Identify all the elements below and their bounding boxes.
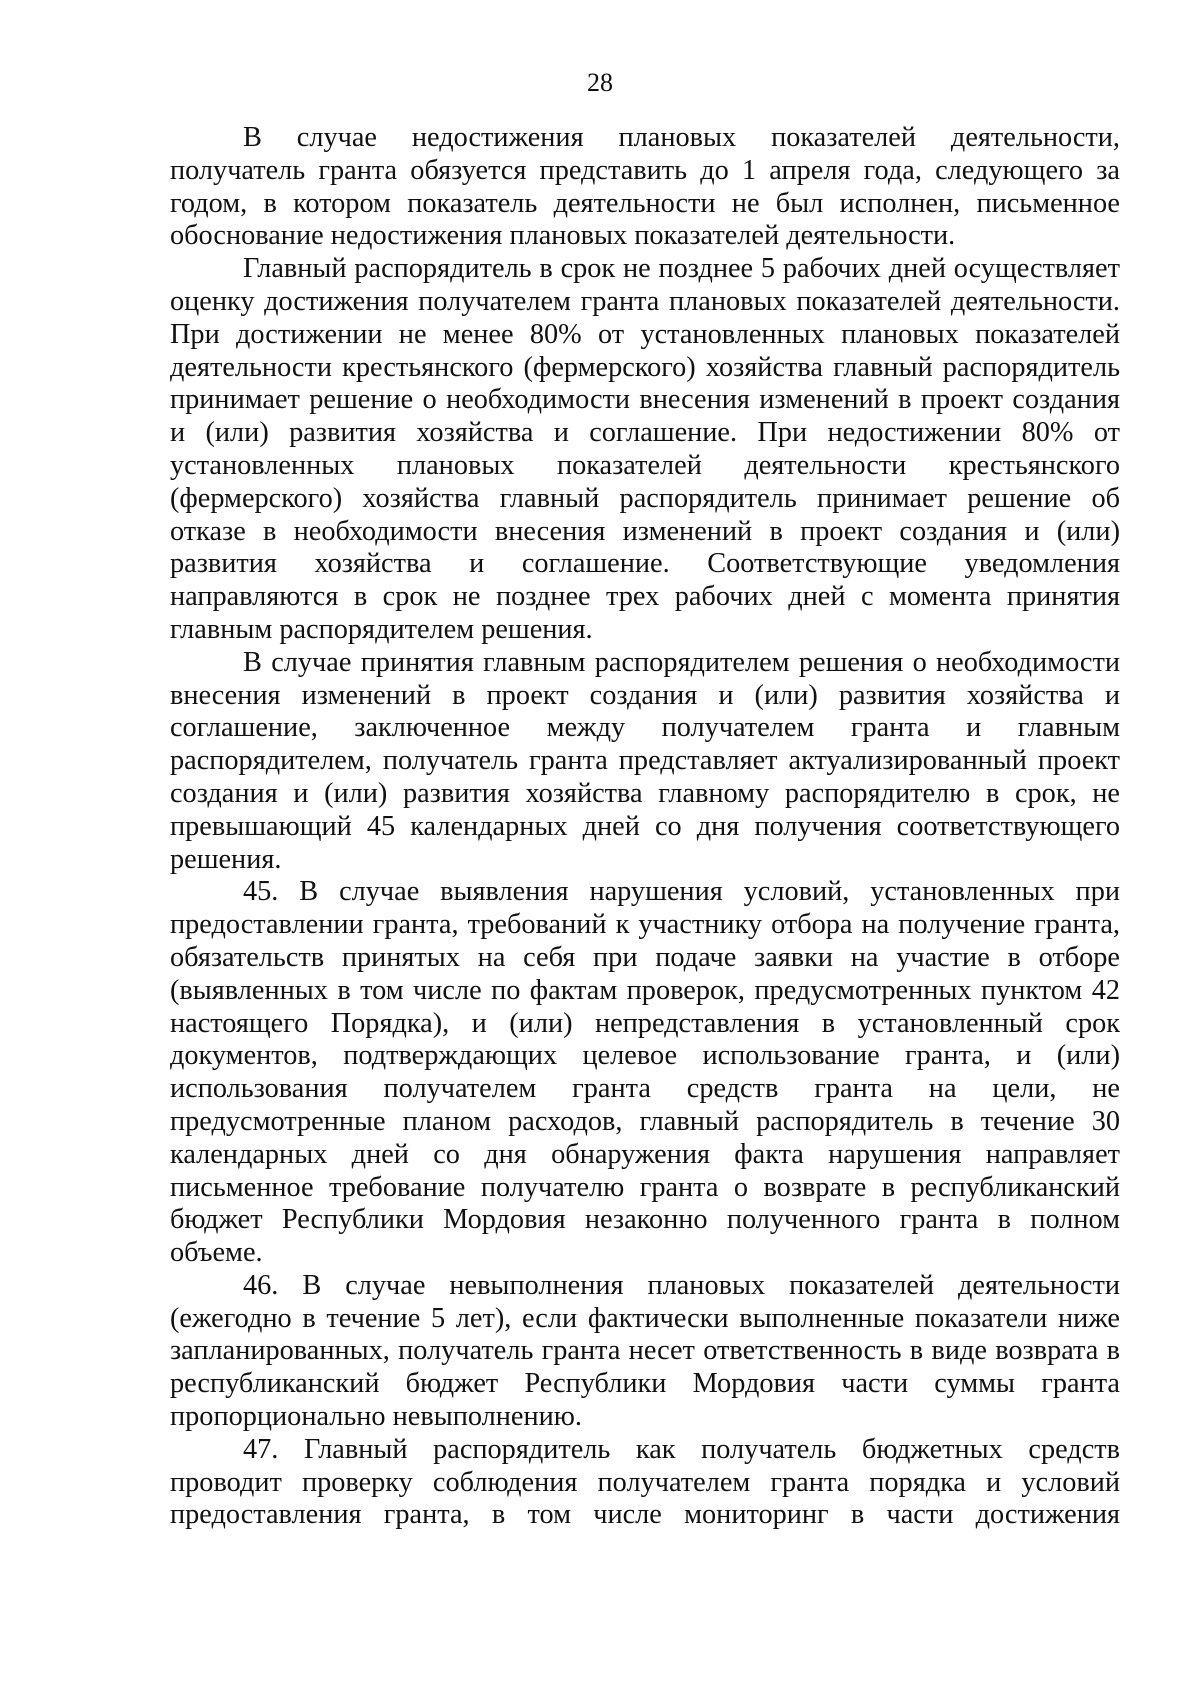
paragraph-assessment-decision: Главный распорядитель в срок не позднее 5 рабочих дней осуществляет оценку достижения получателем гранта плановых показателей деятельности. При достижении не менее 80% от установленных плановых показателей деятельности крестьянского (фермерского) хозяйства главный распорядитель принимает решение о необходимости внесения изменений в проект создания и (или) развития хозяйства и соглашение. При недостижении 80% от установленных плановых показателей деятельности крестьянского (фермерского) хозяйства главный распорядитель принимает решение об отказе в необходимости внесения изменений в проект создания и (или) развития хозяйства и соглашение. Соответствующие уведомления направляются в срок не позднее трех рабочих дней с момента принятия главным распорядителем решения. — [170, 253, 1120, 645]
paragraph-underachievement-justification: В случае недостижения плановых показателей деятельности, получатель гранта обязуется представить до 1 апреля года, следующего за годом, в котором показатель деятельности не был исполнен, письменное обоснование недостижения плановых показателей деятельности. — [170, 122, 1120, 252]
document-body — [170, 122, 1120, 1532]
paragraph-updated-project-submission: В случае принятия главным распорядителем решения о необходимости внесения изменений в проект создания и (или) развития хозяйства и соглашение, заключенное между получателем гранта и главным распорядителем, получатель гранта представляет актуализированный проект создания и (или) развития хозяйства главному распорядителю в срок, не превышающий 45 календарных дней со дня получения соответствующего решения. — [170, 646, 1120, 875]
paragraph-item-45: 45. В случае выявления нарушения условий, установленных при предоставлении гранта, требований к участнику отбора на получение гранта, обязательств принятых на себя при подаче заявки на участие в отборе (выявленных в том числе по фактам проверок, предусмотренных пунктом 42 настоящего Порядка), и (или) непредставления в установленный срок документов, подтверждающих целевое использование гранта, и (или) использования получателем гранта средств гранта на цели, не предусмотренные планом расходов, главный распорядитель в течение 30 календарных дней со дня обнаружения факта нарушения направляет письменное требование получателю гранта о возврате в республиканский бюджет Республики Мордовия незаконно полученного гранта в полном объеме. — [170, 876, 1120, 1269]
page-number: 28 — [587, 68, 613, 97]
paragraph-item-46: 46. В случае невыполнения плановых показателей деятельности (ежегодно в течение 5 лет), если фактически выполненные показатели ниже запланированных, получатель гранта несет ответственность в виде возврата в республиканский бюджет Республики Мордовия части суммы гранта пропорционально невыполнению. — [170, 1269, 1120, 1433]
paragraph-item-47: 47. Главный распорядитель как получатель бюджетных средств проводит проверку соблюдения получателем гранта порядка и условий предоставления гранта, в том числе мониторинг в части достижения — [170, 1433, 1120, 1531]
